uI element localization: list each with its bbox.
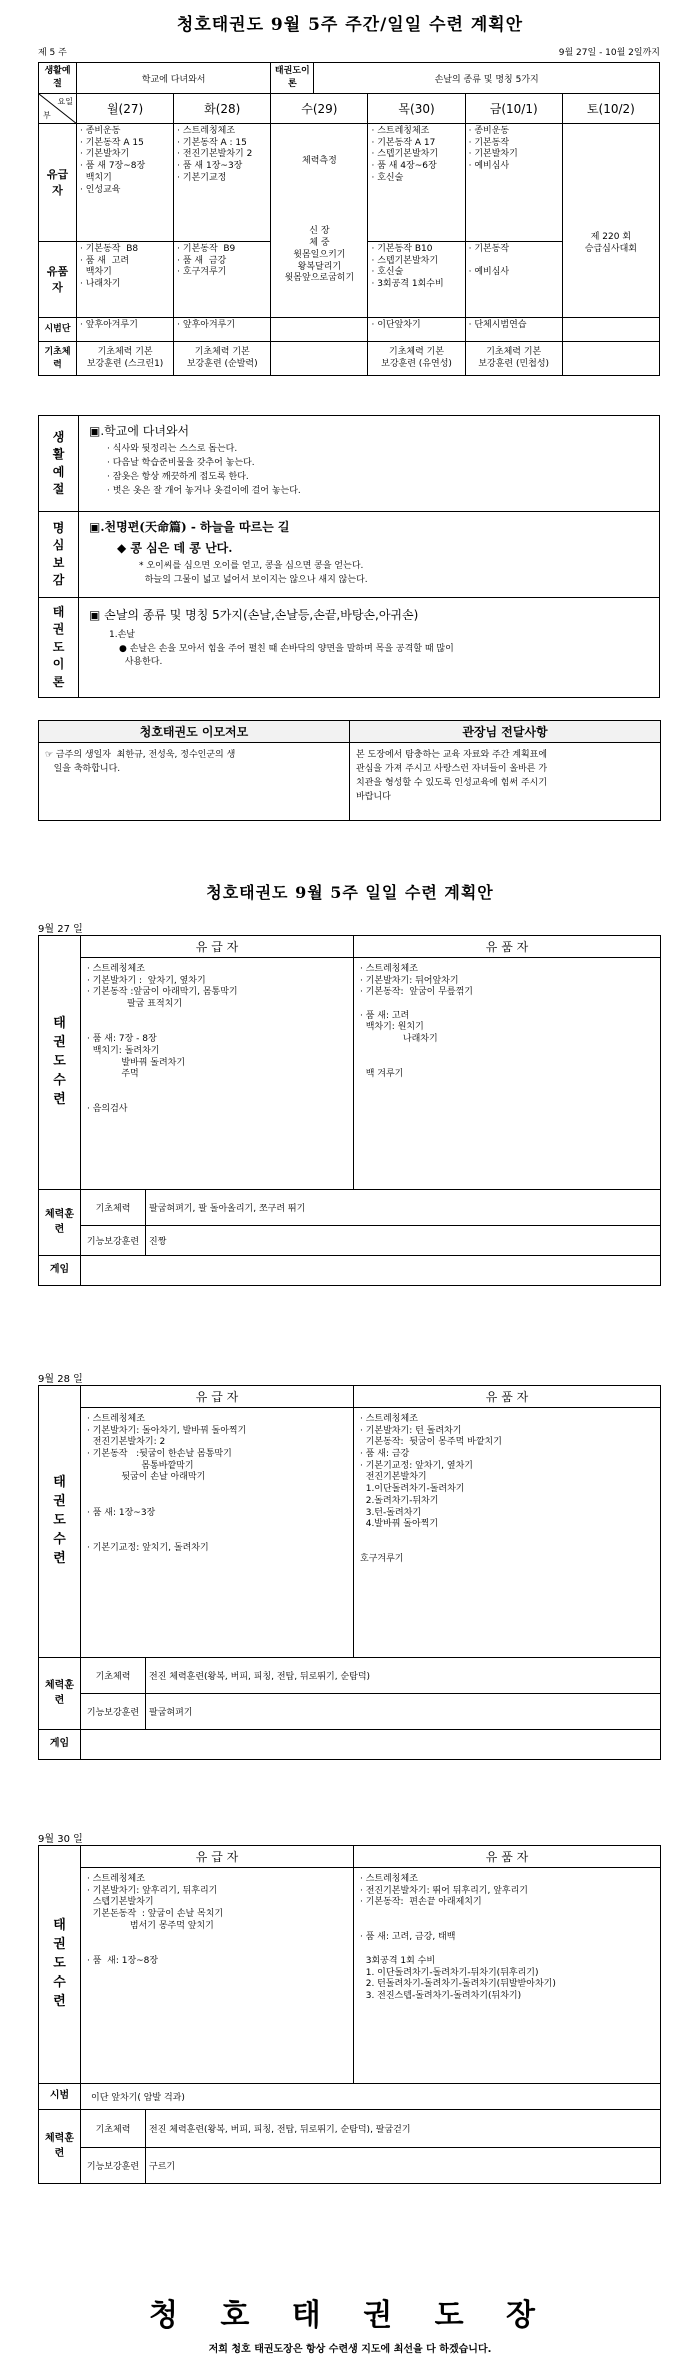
text-line: 관심을 가져 주시고 사랑스런 자녀들이 올바른 가: [356, 763, 548, 774]
list-item: [87, 1531, 347, 1543]
list-item: 호구겨루기: [360, 1554, 404, 1565]
row-beginner: [39, 124, 660, 242]
list-item: 기초체력 기본: [194, 346, 250, 357]
info-table: [38, 415, 660, 698]
weekly-table: [38, 62, 660, 376]
list-item: · 기본기교정: [177, 172, 227, 183]
daily-title: 청호태권도 9월 5주 일일 수련 계획안: [206, 883, 494, 902]
row1-value1: 학교에 다녀와서: [77, 63, 271, 94]
list-item: 기본돈동작 : 앞굽이 손날 목치기: [87, 1909, 224, 1920]
list-item: 범서기 몽주먹 앞치기: [87, 1920, 214, 1931]
list-item: [274, 215, 364, 227]
notice-left-lines: [45, 749, 343, 777]
list-item: [566, 221, 656, 233]
list-item: · 스트레칭체조: [360, 964, 418, 974]
list-item: · 예비심사: [468, 267, 510, 278]
list-item: 보강훈련 (민첩성): [478, 358, 550, 369]
list-item: 백치기: [80, 172, 112, 183]
list-item: [360, 1543, 654, 1555]
list-item: 백차기: [80, 267, 112, 278]
day3-table: 태권도수련 유 급 자 유 품 자 · 스트레칭체조 · 기본발차기: 앞후리기, 뒤후리기 스텝기본발차기 기본돈동작 : 앞굽이 손날 목치기 범서기 몽주먹 앞치기 · 품 새: 1장~8장 · 스트레칭체조 · 전진기본발차기: 뛰어 뒤후리기, 앞후리기 · 기본동작: 편손끝 아래제치기 · 품 새: 고려, 금강, 태백 3회공격 1회 수비 1. 이단돌려차기-돌려차기-뒤차기(뒤후리기) 2. 턴돌려차기-돌려차기-돌려차기(뒤발받아차기) 3. 전진스텝-돌려차기-돌려차기(뒤차기) 시범 이단 앞차기( 암발 걱과) 체력훈련 기초체력 전진 체력훈련(왕복, 버피, 피칭, 전탑, 뒤로뛰기, 순탐덕), 팔굽걷기 기능보강훈련 구르기: [38, 1845, 661, 2184]
list-item: · 기본동작 A : 15: [177, 137, 247, 148]
info-theory-bullet2: 사용한다.: [119, 657, 163, 667]
list-item: · 이단앞차기: [371, 320, 421, 331]
list-item: · 기본발차기: [80, 149, 130, 160]
list-item: · 호구겨루기: [177, 267, 227, 278]
list-item: [274, 191, 364, 203]
list-item: · 기본동작: 편손끝 아래제치기: [360, 1897, 482, 1908]
row1-value2: 손날의 종류 및 명칭 5가지: [434, 74, 539, 85]
text-line: · 식사와 뒷정리는 스스로 돕는다.: [107, 444, 238, 454]
text-line: 일을 축하합니다.: [45, 763, 121, 774]
day2-date: 9월 28 일: [38, 1374, 83, 1385]
day-thu: 목(30): [368, 94, 465, 124]
list-item: · 기본동작 B9: [177, 244, 236, 255]
row-beginner-mon: [77, 124, 174, 242]
notice-left-title: 청호태권도 이모저모: [39, 721, 350, 743]
list-item: · 종비운동: [80, 126, 121, 137]
list-item: · 품 새 4장~6장: [371, 161, 437, 172]
list-item: 4.발바꿔 돌아찍기: [360, 1519, 439, 1530]
info-proverbs: [39, 512, 660, 598]
list-item: · 기본동작 B10: [371, 244, 433, 255]
list-item: [360, 1921, 654, 1933]
list-item: · 기본기교정: 앞차기, 옆차기: [360, 1460, 473, 1471]
list-item: · 기본발차기 : 앞차기, 옆차기: [87, 975, 206, 986]
list-item: · 품 새: 1장~8장: [87, 1955, 159, 1966]
list-item: 1. 이단돌려차기-돌려차기-뒤차기(뒤후리기): [360, 1967, 539, 1978]
list-item: [87, 1022, 347, 1034]
list-item: · 품 새: 7장 - 8장: [87, 1034, 157, 1045]
list-item: · 기본발차기: 뒤어앞차기: [360, 975, 459, 986]
list-item: · 전진기본발차기 2: [177, 149, 253, 160]
list-item: 왕복달리기: [297, 261, 342, 272]
row-advanced-label: 유품자: [39, 242, 77, 318]
info-manners: [39, 416, 660, 512]
row-fitness-label: 기초체력: [39, 342, 77, 376]
list-item: 백 겨루기: [360, 1069, 404, 1080]
list-item: 주먹: [87, 1069, 139, 1080]
list-item: [566, 209, 656, 221]
text-line: · 벗은 옷은 잘 개어 놓거나 옷걸이에 걸어 놓는다.: [107, 485, 301, 496]
footer-tagline: 저희 청호 태권도장은 항상 수련생 지도에 최선을 다 하겠습니다.: [208, 2344, 492, 2355]
info-theory-title: ▣ 손날의 종류 및 명칭 5가지(손날,손날등,손끝,바탕손,아귀손): [89, 608, 419, 622]
list-item: · 기본동작 A 15: [80, 137, 144, 148]
list-item: 체 중: [309, 238, 330, 249]
list-item: [360, 1046, 654, 1058]
list-item: · 품 새: 1장~3장: [87, 1507, 156, 1518]
list-item: · 기본발차기: 턴 돌려차기: [360, 1425, 462, 1436]
weekly-title: 청호태권도 9월 5주 주간/일일 수련 계획안: [176, 15, 524, 35]
list-item: · 기본동작 :앞굽이 아래막기, 몸통막기: [87, 987, 238, 998]
list-item: · 기본동작 :뒷굽이 한손날 몸통막기: [87, 1449, 232, 1460]
list-item: [360, 1909, 654, 1921]
list-item: [274, 168, 364, 180]
list-item: [87, 1081, 347, 1093]
row-beginner-tue: [174, 124, 271, 242]
list-item: 보강훈련 (유연성): [381, 358, 452, 369]
info-theory-bullet: ● 손날은 손을 모아서 힘을 주어 펼친 때 손바닥의 양면을 말하며 목을 공격할 때 많이: [119, 643, 454, 654]
list-item: 기초체력 기본: [486, 346, 542, 357]
list-item: 3. 전진스텝-돌려차기-돌려차기(뒤차기): [360, 1990, 522, 2001]
row-basic-fitness: [39, 342, 660, 376]
list-item: 기본동작: 뒷굽이 몽주먹 바깥치기: [360, 1437, 502, 1448]
list-item: · 기본기교정: 앞치기, 돌려차기: [87, 1542, 209, 1553]
list-item: [360, 1058, 654, 1070]
list-item: · 인성교육: [80, 184, 121, 195]
row-advanced-fri: [465, 242, 562, 318]
info-manners-lines: [89, 443, 649, 499]
list-item: [87, 1496, 347, 1508]
text-line: 치관을 형성할 수 있도록 인성교육에 힘써 주시기: [356, 777, 548, 788]
list-item: 뒷굽이 손날 아래막기: [87, 1472, 206, 1483]
day1-table: 태권도수련 유 급 자 유 품 자 · 스트레칭체조 · 기본발차기 : 앞차기, 옆차기 · 기본동작 :앞굽이 아래막기, 몸통막기 팔굽 표적치기 · 품 새: 7장 - 8장 백치기: 돌려차기 발바꿔 돌려차기 주먹 · 음의검사 · 스트레칭체조 · 기본발차기: 뒤어앞차기 · 기본동작: 앞굽이 무릎꺾기 · 품 새: 고려 백차기: 원치기 나래차기 백 겨루기 체력훈련 기초체력 팔굽혀펴기, 팔 돌아올리기, 쪼구려 뛰기 기능보강훈련 진짱 게임: [38, 935, 661, 1286]
list-item: · 기본동작 B8: [80, 244, 139, 255]
info-manners-title: ▣.학교에 다녀와서: [89, 424, 190, 438]
notice-table: [38, 720, 661, 821]
text-line: * 오이씨를 심으면 오이를 얻고, 콩을 심으면 콩을 얻는다.: [139, 561, 364, 571]
info-proverbs-title: ▣.천명편(天命篇) - 하늘을 따르는 길: [89, 520, 290, 534]
info-theory-label: 태권도이론: [39, 598, 79, 698]
list-item: 승급심사대회: [584, 243, 637, 254]
row-beginner-fri: [465, 124, 562, 242]
list-item: · 스트레칭체조: [177, 126, 236, 137]
list-item: [274, 203, 364, 215]
list-item: 윗몸앞으로굽히기: [284, 273, 355, 284]
info-proverbs-lines: [89, 560, 649, 588]
info-theory-item: 1.손날: [109, 630, 135, 640]
period: 9월 27일 - 10월 2일까지: [558, 48, 660, 58]
list-item: · 스트레칭체조: [360, 1414, 418, 1424]
list-item: · 스트레칭체조: [87, 1874, 145, 1884]
list-item: 전진기본발차기: 2: [87, 1437, 166, 1448]
list-item: [469, 256, 559, 268]
day-fri: 금(10/1): [465, 94, 562, 124]
list-item: [87, 1484, 347, 1496]
list-item: · 스트레칭체조: [87, 964, 145, 974]
list-item: 3.턴-돌려차기: [360, 1507, 422, 1518]
list-item: [87, 1093, 347, 1105]
list-item: 나래차기: [360, 1034, 438, 1045]
list-item: · 기본동작 A 17: [371, 137, 436, 148]
info-manners-label: 생활예절: [39, 416, 79, 512]
text-line: 바랍니다: [356, 791, 391, 802]
list-item: · 품 새 1장~3장: [177, 161, 243, 172]
list-item: · 기본발차기: 앞후리기, 뒤후리기: [87, 1885, 218, 1896]
day1-head-left: 유 급 자: [81, 936, 354, 958]
list-item: [87, 1944, 347, 1956]
row-demo-label: 시범단: [39, 318, 77, 342]
list-item: · 기본동작: [468, 137, 510, 148]
day1-date: 9월 27 일: [38, 924, 83, 935]
list-item: · 기본발차기: [468, 149, 518, 160]
row-advanced-thu: [368, 242, 465, 318]
info-proverbs-label: 명심보감: [39, 512, 79, 598]
list-item: · 앞후아겨루기: [80, 320, 138, 331]
row-beginner-label: 유급자: [39, 124, 77, 242]
row-beginner-thu: [368, 124, 465, 242]
corner-cell: 요일 부: [39, 94, 77, 124]
list-item: 신 장: [309, 226, 330, 237]
list-item: · 나래차기: [80, 279, 121, 290]
list-item: · 단체시범연습: [468, 320, 527, 331]
list-item: [566, 186, 656, 198]
footer-name: 청 호 태 권 도 장: [148, 2298, 552, 2333]
day-wed: 수(29): [271, 94, 368, 124]
list-item: 3회공격 1회 수비: [360, 1955, 436, 1966]
text-line: 본 도장에서 탐충하는 교육 자료와 주간 계획표에: [356, 750, 548, 760]
row1-label1: 생활예절: [39, 63, 77, 94]
list-item: 2.돌려차기-뒤차기: [360, 1495, 439, 1506]
list-item: · 전진기본발차기: 뛰어 뒤후리기, 앞후리기: [360, 1885, 528, 1896]
list-item: · 스트레칭체조: [371, 126, 430, 137]
info-proverbs-subtitle: ◆ 콩 심은 데 콩 난다.: [117, 541, 233, 555]
list-item: 체력측정: [302, 156, 337, 167]
list-item: [360, 1944, 654, 1956]
list-item: · 종비운동: [468, 126, 510, 137]
list-item: · 예비심사: [468, 161, 510, 172]
list-item: · 호신술: [371, 172, 404, 183]
list-item: · 품 새 금강: [177, 255, 227, 266]
list-item: · 품 새: 고려: [360, 1010, 410, 1021]
list-item: [360, 1531, 654, 1543]
list-item: [87, 1932, 347, 1944]
list-item: 윗몸일으키기: [293, 249, 346, 260]
list-item: · 스트레칭체조: [87, 1414, 145, 1424]
row-advanced-tue: [174, 242, 271, 318]
info-theory: [39, 598, 660, 698]
list-item: · 스텝기본발차기: [371, 255, 439, 266]
list-item: · 품 새: 금강: [360, 1449, 410, 1460]
list-item: · 품 새 고려: [80, 255, 130, 266]
list-item: · 기본동작: 앞굽이 무릎꺾기: [360, 987, 473, 998]
text-line: 하늘의 그물이 넓고 넓어서 보이지는 않으나 새지 않는다.: [139, 574, 368, 585]
list-item: [87, 1011, 347, 1023]
row-advanced-mon: [77, 242, 174, 318]
list-item: 백차기: 원치기: [360, 1022, 424, 1033]
list-item: 스텝기본발차기: [87, 1897, 154, 1908]
list-item: · 3회공격 1회수비: [371, 279, 444, 290]
list-item: · 스트레칭체조: [360, 1874, 418, 1884]
list-item: · 기본발차기: 돌아차기, 발바꿔 돌아찍기: [87, 1425, 247, 1436]
list-item: 기초체력 기본: [389, 346, 445, 357]
list-item: [87, 1519, 347, 1531]
list-item: 발바꿔 돌려차기: [87, 1057, 186, 1068]
list-item: 몸통바깥막기: [87, 1460, 194, 1471]
list-item: 제 220 회: [590, 232, 632, 243]
text-line: · 잠옷은 항상 깨끗하게 접도록 한다.: [107, 471, 249, 482]
text-line: ☞ 금주의 생일자 최한규, 전성욱, 정수인군의 생: [45, 750, 236, 760]
list-item: 기초체력 기본: [97, 346, 153, 357]
list-item: 보강훈련 (스크린1): [86, 358, 164, 369]
list-item: 전진기본발차기: [360, 1472, 427, 1483]
weekly-row-header: [39, 63, 660, 94]
week-number: 제 5 주: [38, 48, 67, 58]
day-tue: 화(28): [174, 94, 271, 124]
list-item: 1.이단돌려차기-돌려차기: [360, 1484, 465, 1495]
list-item: · 품 새: 고려, 금강, 태백: [360, 1932, 456, 1943]
list-item: 보강훈련 (순발력): [186, 358, 258, 369]
sat-promotion-test: [562, 124, 659, 318]
notice-right-title: 관장님 전달사항: [350, 721, 661, 743]
day2-table: 태권도수련 유 급 자 유 품 자 · 스트레칭체조 · 기본발차기: 돌아차기, 발바꿔 돌아찍기 전진기본발차기: 2 · 기본동작 :뒷굽이 한손날 몸통막기 몸통바깥막기 뒷굽이 손날 아래막기 · 품 새: 1장~3장 · 기본기교정: 앞치기, 돌려차기 · 스트레칭체조 · 기본발차기: 턴 돌려차기 기본동작: 뒷굽이 몽주먹 바깥치기 · 품 새: 금강 · 기본기교정: 앞차기, 옆차기 전진기본발차기 1.이단돌려차기-돌려차기 2.돌려차기-뒤차기 3.턴-돌려차기 4.발바꿔 돌아찍기 호구겨루기 체력훈련 기초체력 전진 체력훈련(왕복, 버피, 피칭, 전탑, 뒤로뛰기, 순탐덕) 기능보강훈련 팔굽혀펴기 게임: [38, 1385, 661, 1760]
list-item: · 기본동작: [468, 244, 510, 255]
day-header-row: [39, 94, 660, 124]
day3-date: 9월 30 일: [38, 1834, 83, 1845]
day1-head-right: 유 품 자: [354, 936, 661, 958]
list-item: [274, 180, 364, 192]
list-item: · 앞후아겨루기: [177, 320, 236, 331]
list-item: 2. 턴돌려차기-돌려차기-돌려차기(뒤발받아차기): [360, 1979, 556, 1990]
list-item: · 음의검사: [87, 1104, 128, 1115]
day-mon: 월(27): [77, 94, 174, 124]
list-item: 팔굽 표적치기: [87, 999, 183, 1010]
row-demo-team: [39, 318, 660, 342]
list-item: 백치기: 돌려차기: [87, 1045, 160, 1056]
text-line: · 다음날 학습준비물을 갖추어 놓는다.: [107, 457, 255, 468]
row1-label2: 태권도이론: [271, 63, 314, 93]
notice-right-lines: [356, 749, 654, 805]
wed-fitness-test: [271, 124, 368, 318]
list-item: [566, 197, 656, 209]
list-item: · 품 새 7장~8장: [80, 161, 146, 172]
day-sat: 토(10/2): [562, 94, 659, 124]
list-item: · 호신술: [371, 267, 404, 278]
list-item: [360, 999, 654, 1011]
list-item: · 스텝기본발차기: [371, 149, 439, 160]
